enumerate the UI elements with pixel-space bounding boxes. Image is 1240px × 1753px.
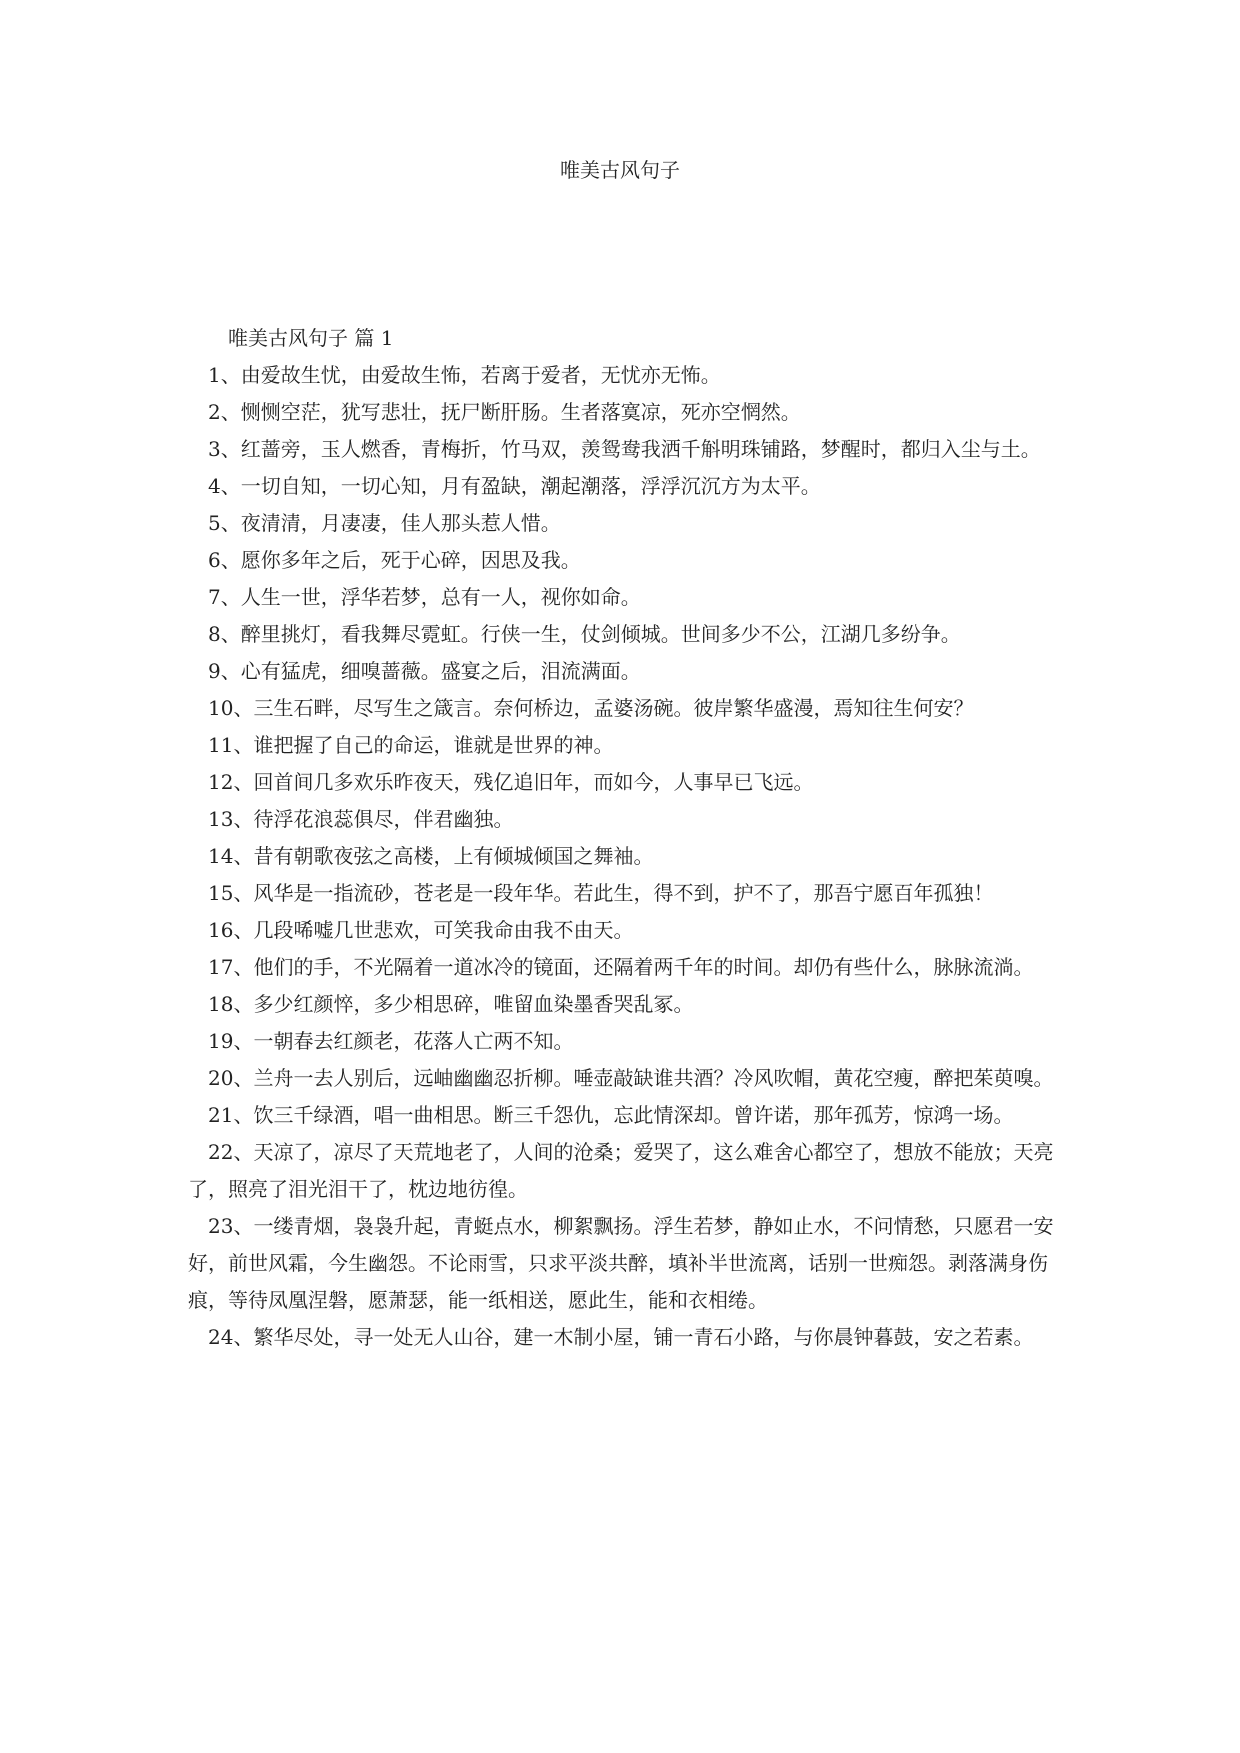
list-item: 7、人生一世，浮华若梦，总有一人，视你如命。 — [208, 585, 641, 609]
list-item: 10、三生石畔，尽写生之箴言。奈何桥边，孟婆汤碗。彼岸繁华盛漫，焉知往生何安？ — [208, 696, 974, 720]
list-item: 3、红蔷旁，玉人燃香，青梅折，竹马双，羡鸳鸯我洒千斛明珠铺路，梦醒时，都归入尘与土。 — [208, 437, 1041, 461]
list-item: 11、谁把握了自己的命运，谁就是世界的神。 — [208, 733, 614, 757]
list-item: 23、一缕青烟，袅袅升起，青蜓点水，柳絮飘扬。浮生若梦，静如止水，不问情愁，只愿君一安好，前世风霜，今生幽怨。不论雨雪，只求平淡共醉，填补半世流离，话别一世痴怨。剥落满身伤痕，等待凤凰涅磐，愿萧瑟，能一纸相送，愿此生，能和衣相绻。 — [188, 1214, 1054, 1312]
list-item: 22、天凉了，凉尽了天荒地老了，人间的沧桑；爱哭了，这么难舍心都空了，想放不能放；天亮了，照亮了泪光泪干了，枕边地彷徨。 — [188, 1140, 1054, 1201]
list-item: 17、他们的手，不光隔着一道冰冷的镜面，还隔着两千年的时间。却仍有些什么，脉脉流淌。 — [208, 955, 1034, 979]
list-item: 15、风华是一指流砂，苍老是一段年华。若此生，得不到，护不了，那吾宁愿百年孤独！ — [208, 881, 994, 905]
list-item: 8、醉里挑灯，看我舞尽霓虹。行侠一生，仗剑倾城。世间多少不公，江湖几多纷争。 — [208, 622, 961, 646]
list-item: 14、昔有朝歌夜弦之高楼，上有倾城倾国之舞袖。 — [208, 844, 654, 868]
list-item: 20、兰舟一去人别后，远岫幽幽忍折柳。唾壶敲缺谁共酒？冷风吹帽，黄花空瘦，醉把茱萸嗅。 — [208, 1066, 1054, 1090]
list-item: 9、心有猛虎，细嗅蔷薇。盛宴之后，泪流满面。 — [208, 659, 641, 683]
list-item: 16、几段唏嘘几世悲欢，可笑我命由我不由天。 — [208, 918, 634, 942]
list-item: 4、一切自知，一切心知，月有盈缺，潮起潮落，浮浮沉沉方为太平。 — [208, 474, 821, 498]
list-item: 24、繁华尽处，寻一处无人山谷，建一木制小屋，铺一青石小路，与你晨钟暮鼓，安之若素。 — [208, 1325, 1034, 1349]
list-item: 6、愿你多年之后，死于心碎，因思及我。 — [208, 548, 581, 572]
document-body — [188, 320, 1056, 1356]
section-heading: 唯美古风句子 篇 1 — [228, 326, 394, 350]
list-item: 21、饮三千绿酒，唱一曲相思。断三千怨仇，忘此情深却。曾许诺，那年孤芳，惊鸿一场。 — [208, 1103, 1014, 1127]
list-item: 5、夜清清，月凄凄，佳人那头惹人惜。 — [208, 511, 561, 535]
list-item: 12、回首间几多欢乐昨夜天，残亿追旧年，而如今，人事早已飞远。 — [208, 770, 814, 794]
list-item: 1、由爱故生忧，由爱故生怖，若离于爱者，无忧亦无怖。 — [208, 363, 721, 387]
document-title: 唯美古风句子 — [560, 158, 680, 182]
list-item: 18、多少红颜悴，多少相思碎，唯留血染墨香哭乱冢。 — [208, 992, 694, 1016]
list-item: 13、待浮花浪蕊俱尽，伴君幽独。 — [208, 807, 514, 831]
list-item: 2、恻恻空茫，犹写悲壮，抚尸断肝肠。生者落寞凉，死亦空惘然。 — [208, 400, 801, 424]
list-item: 19、一朝春去红颜老，花落人亡两不知。 — [208, 1029, 574, 1053]
